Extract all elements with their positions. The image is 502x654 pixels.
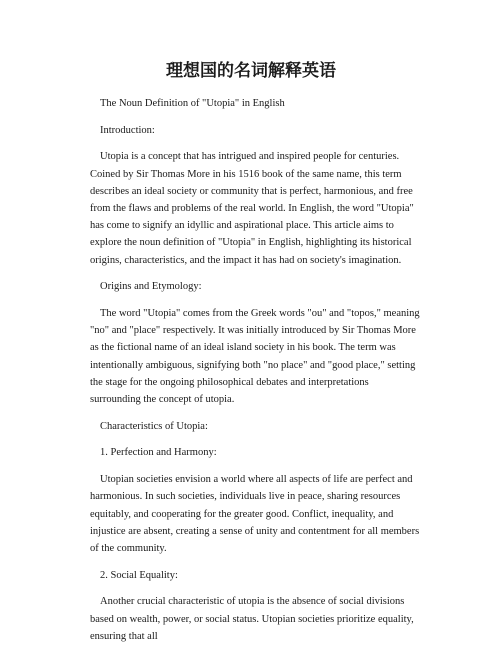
subheading-perfection: 1. Perfection and Harmony:	[100, 447, 217, 459]
document-subtitle: The Noun Definition of "Utopia" in English	[100, 98, 285, 109]
section-heading-introduction: Introduction:	[100, 124, 155, 136]
section-heading-origins: Origins and Etymology:	[100, 281, 202, 293]
document-body	[90, 95, 420, 654]
paragraph-perfection: Utopian societies envision a world where all aspects of life are perfect and harmonious. In such societies, individuals live in peace, sharing resources equitably, and cooperating for the greater good. Conflict, inequality, and injustice are absent, creating a sense of unity and contentment for all members of the community.	[90, 474, 420, 554]
document-title: 理想国的名词解释英语	[166, 61, 336, 81]
section-heading-characteristics: Characteristics of Utopia:	[100, 420, 208, 432]
paragraph-origins: The word "Utopia" comes from the Greek words "ou" and "topos," meaning "no" and "place" respectively. It was initially introduced by Sir Thomas More as the fictional name of an ideal island society in his book. The term was intentionally ambiguous, signifying both "no place" and "good place," setting the stage for the ongoing philosophical debates and interpretations surrounding the concept of utopia.	[90, 308, 420, 406]
paragraph-introduction: Utopia is a concept that has intrigued and inspired people for centuries. Coined by Sir Thomas More in his 1516 book of the same name, this term describes an ideal society or community that is perfect, harmonious, and free from the flaws and problems of the real world. In English, the word "Utopia" has come to signify an idyllic and aspirational place. This article aims to explore the noun definition of "Utopia" in English, highlighting its historical origins, characteristics, and the impact it has had on society's imagination.	[90, 151, 414, 266]
subheading-social-equality: 2. Social Equality:	[100, 569, 178, 581]
paragraph-social-equality: Another crucial characteristic of utopia is the absence of social divisions based on wealth, power, or social status. Utopian societies prioritize equality, ensuring that all	[90, 596, 414, 642]
